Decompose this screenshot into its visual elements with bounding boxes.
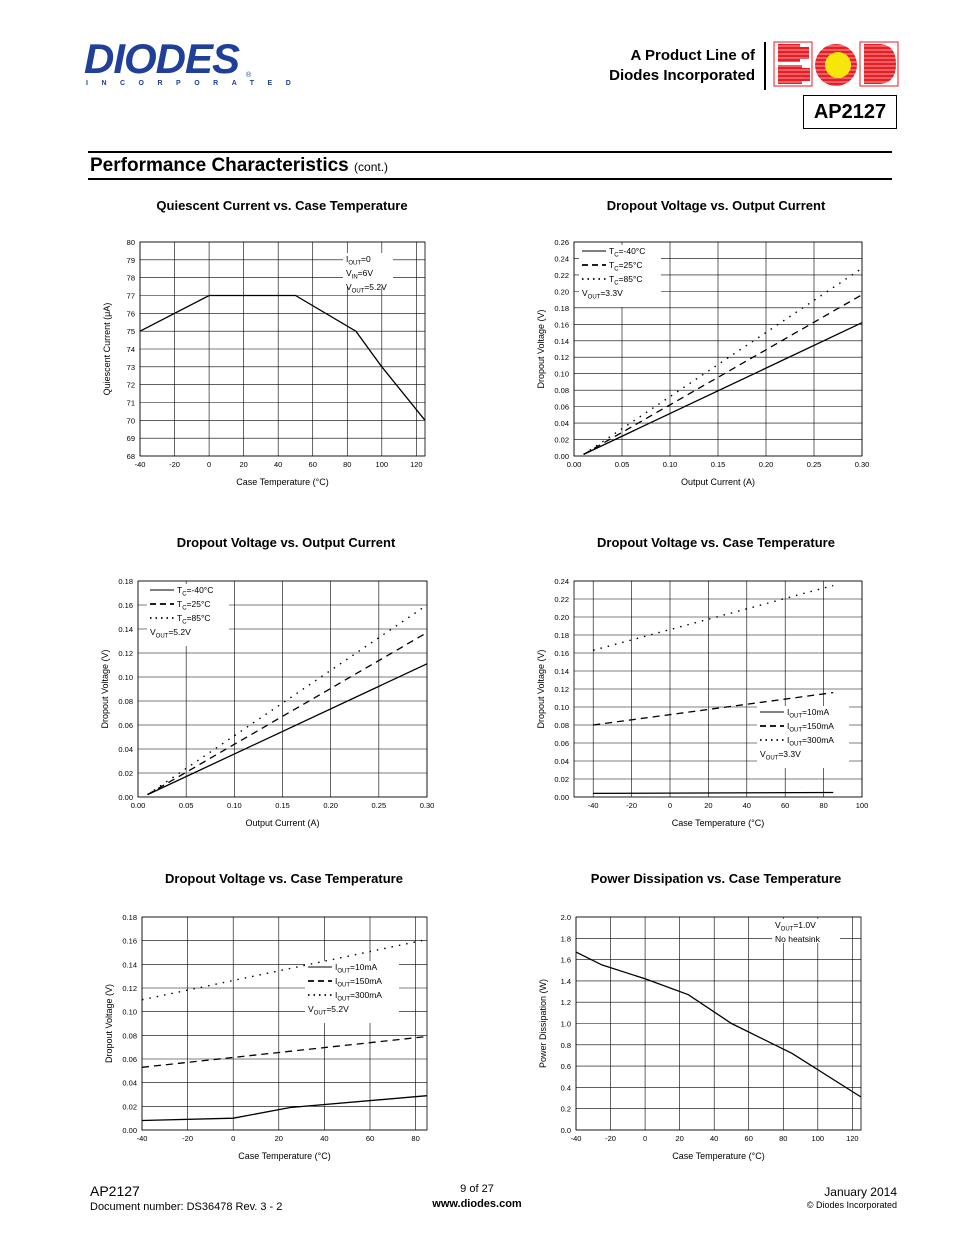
chart-1 [102,238,425,487]
legend-entry [775,934,821,944]
x-tick-label: 0.15 [275,801,290,810]
x-tick-label: 0 [231,1134,236,1143]
legend-label: $V_{OUT}=3.3V$ [760,749,801,762]
x-tick-label: 0.10 [662,460,678,469]
y-tick-label: 0.4 [560,1083,571,1093]
legend-label: $T_C=25^\circ C$ [609,260,643,273]
y-tick-label: 0.18 [554,631,569,640]
x-tick-label: 100 [375,460,389,469]
product-line-1: A Product Line of [630,47,755,64]
diodes-logo: DIODES [84,35,240,82]
x-tick-label: 0.25 [371,801,387,810]
y-tick-label: 1.4 [560,976,571,986]
chart6-title: Power Dissipation vs. Case Temperature [590,871,842,886]
y-tick-label: 0.10 [554,703,569,712]
x-tick-label: 40 [320,1134,329,1143]
x-tick-label: 20 [704,801,713,810]
section-title-suffix: (cont.) [354,160,389,174]
y-tick-label: 0.18 [118,577,133,586]
y-tick-label: 0.02 [122,1102,137,1112]
x-tick-label: -40 [587,801,599,810]
x-tick-label: 60 [365,1134,375,1143]
y-tick-label: 0.10 [118,673,133,682]
series-line-1 [576,952,861,1097]
legend-label: $I_{OUT}=150mA$ [787,721,834,734]
y-tick-label: 0.12 [118,649,133,658]
y-axis-label: Dropout Voltage (V) [536,309,546,389]
legend-label: $I_{OUT}=10mA$ [335,962,378,975]
y-tick-label: 0.14 [554,336,569,346]
part-number-box: AP2127 [803,95,897,129]
y-tick-label: 72 [126,380,135,390]
x-tick-label: 20 [675,1134,684,1143]
legend-label: $I_{OUT}=0$ [346,254,371,267]
y-tick-label: 76 [126,309,135,319]
y-tick-label: 0.04 [554,757,569,766]
series-line-1 [148,664,427,795]
legend-label: $T_C=85^\circ C$ [609,274,643,287]
y-tick-label: 1.6 [560,955,571,965]
y-tick-label: 2.0 [560,913,571,922]
legend-label: $I_{OUT}=300mA$ [787,735,834,748]
diodes-logo-subtitle: INCORPORATED [86,80,305,87]
y-tick-label: 69 [126,434,135,444]
chart3-title: Dropout Voltage vs. Output Current [176,535,396,550]
footer-website[interactable]: www.diodes.com [432,1198,522,1210]
legend-label: $V_{OUT}=3.3V$ [582,288,623,301]
y-tick-label: 0.00 [118,793,133,802]
y-tick-label: 0.06 [554,739,569,748]
x-tick-label: 0.20 [323,801,338,810]
footer-page: 9 of 27 [460,1183,494,1195]
x-tick-label: 0.25 [806,460,822,469]
series-line-1 [584,323,862,455]
chart-2 [536,238,869,487]
y-tick-label: 0.22 [554,595,569,604]
y-tick-label: 0.02 [554,435,569,445]
legend-label: $T_C=-40^\circ C$ [177,585,214,598]
legend-label: $V_{OUT}=5.2V$ [150,627,191,640]
y-tick-label: 0.10 [554,369,569,379]
y-tick-label: 0.08 [554,721,569,730]
y-tick-label: 0.08 [118,697,133,706]
y-tick-label: 75 [126,327,135,337]
y-tick-label: 0.24 [554,254,569,264]
y-tick-label: 0.00 [554,793,569,802]
y-tick-label: 80 [126,238,135,247]
x-tick-label: -40 [134,460,146,469]
y-tick-label: 73 [126,362,135,372]
x-tick-label: -20 [626,801,638,810]
chart-4 [536,577,868,828]
x-tick-label: -40 [570,1134,582,1143]
chart-5 [104,913,427,1161]
y-tick-label: 0.10 [122,1007,137,1017]
x-tick-label: 40 [742,801,751,810]
y-tick-label: 0.04 [118,745,133,754]
y-tick-label: 1.0 [560,1019,571,1029]
x-tick-label: 0 [207,460,212,469]
product-line-2: Diodes Incorporated [609,67,755,84]
x-tick-label: 120 [410,460,423,469]
x-axis-label: Output Current (A) [680,477,756,487]
chart1-title: Quiescent Current vs. Case Temperature [156,198,408,213]
legend-label: No heatsink [775,934,820,944]
footer-doc-number: Document number: DS36478 Rev. 3 - 2 [90,1201,283,1213]
y-tick-label: 0.00 [554,452,569,461]
y-tick-label: 0.20 [554,287,569,297]
legend-label: $V_{OUT}=5.2V$ [308,1004,349,1017]
y-tick-label: 0.16 [554,320,569,330]
chart-6 [538,913,861,1161]
x-tick-label: -40 [136,1134,148,1143]
series-line-2 [148,633,427,795]
y-tick-label: 0.16 [554,649,569,658]
y-tick-label: 0.0 [560,1126,571,1135]
x-axis-label: Output Current (A) [245,818,320,828]
footer-part: AP2127 [90,1183,140,1199]
y-axis-label: Quiescent Current (μA) [102,302,112,396]
x-tick-label: 0.15 [710,460,726,469]
x-tick-label: 0.05 [614,460,630,469]
y-tick-label: 0.6 [560,1062,571,1072]
x-tick-label: 0.30 [419,801,435,810]
y-tick-label: 0.18 [554,303,569,313]
y-tick-label: 74 [126,345,135,354]
legend-label: $I_{OUT}=10mA$ [787,707,830,720]
legend-label: $I_{OUT}=150mA$ [335,976,382,989]
y-axis-label: Dropout Voltage (V) [100,649,110,729]
y-axis-label: Dropout Voltage (V) [104,983,114,1064]
x-tick-label: -20 [605,1134,616,1143]
y-tick-label: 0.12 [554,685,569,694]
section-title-text: Performance Characteristics [90,155,349,176]
y-tick-label: 0.16 [122,936,137,946]
series-line-1 [142,1096,427,1121]
y-tick-label: 78 [126,273,135,283]
legend-label: $V_{OUT}=1.0V$ [775,920,816,933]
x-tick-label: 100 [855,801,869,810]
y-tick-label: 1.8 [560,934,571,944]
legend-label: $V_{OUT}=5.2V$ [346,282,387,295]
x-tick-label: 60 [744,1134,753,1143]
footer-date: January 2014 [824,1185,897,1199]
series-line-2 [142,1037,427,1068]
y-tick-label: 0.24 [554,577,569,586]
x-tick-label: 0.00 [130,801,146,810]
y-tick-label: 79 [126,255,135,265]
x-tick-label: -20 [182,1134,194,1143]
y-tick-label: 77 [126,291,135,301]
x-tick-label: 120 [846,1134,859,1143]
x-tick-label: 80 [343,460,352,469]
footer-copyright: © Diodes Incorporated [806,1200,897,1210]
x-tick-label: 20 [239,460,248,469]
y-tick-label: 0.12 [122,984,137,993]
x-tick-label: 0.05 [178,801,194,810]
x-tick-label: 80 [779,1134,788,1143]
x-tick-label: -20 [169,460,180,469]
y-tick-label: 71 [126,398,135,408]
y-tick-label: 0.14 [118,625,133,634]
legend-label: $I_{OUT}=300mA$ [335,990,382,1003]
chart4-title: Dropout Voltage vs. Case Temperature [597,535,835,550]
x-tick-label: 80 [819,801,828,810]
series-line-1 [593,793,833,794]
x-tick-label: 20 [274,1134,283,1143]
x-tick-label: 60 [308,460,317,469]
y-tick-label: 1.2 [560,998,571,1008]
y-tick-label: 0.14 [554,667,569,676]
y-tick-label: 0.26 [554,238,569,247]
x-tick-label: 0.30 [854,460,870,469]
x-axis-label: Case Temperature (°C) [672,1151,765,1161]
chart5-title: Dropout Voltage vs. Case Temperature [165,871,403,886]
x-tick-label: 80 [411,1134,420,1143]
y-tick-label: 0.18 [122,913,137,922]
x-tick-label: 60 [781,801,790,810]
y-axis-label: Power Dissipation (W) [538,978,548,1069]
y-tick-label: 0.12 [554,353,569,363]
y-tick-label: 0.02 [118,769,133,778]
y-tick-label: 0.02 [554,775,569,784]
y-axis-label: Dropout Voltage (V) [536,649,546,729]
registered-mark: ® [246,72,252,79]
legend-label: $T_C=25^\circ C$ [177,599,211,612]
x-tick-label: 0 [667,801,673,810]
y-tick-label: 0.04 [122,1078,137,1088]
legend-label: $T_C=85^\circ C$ [177,613,211,626]
x-tick-label: 0.20 [758,460,774,469]
y-tick-label: 0.06 [118,721,133,730]
y-tick-label: 0.14 [122,960,137,970]
y-tick-label: 0.20 [554,613,569,622]
x-tick-label: 100 [811,1134,825,1143]
x-tick-label: 40 [274,460,283,469]
series-line-3 [593,586,833,651]
y-tick-label: 0.00 [122,1126,137,1135]
series-line-1 [140,296,425,421]
y-tick-label: 70 [126,416,135,426]
y-tick-label: 0.06 [122,1055,137,1064]
y-tick-label: 68 [126,452,135,461]
y-tick-label: 0.2 [560,1104,571,1114]
y-tick-label: 0.22 [554,270,569,280]
series-line-2 [584,295,862,455]
y-tick-label: 0.04 [554,419,569,429]
y-tick-label: 0.16 [118,601,133,610]
legend-label: $T_C=-40^\circ C$ [609,246,646,259]
y-tick-label: 0.08 [554,386,569,396]
x-axis-label: Case Temperature (°C) [238,1151,331,1161]
y-tick-label: 0.06 [554,402,569,412]
legend-label: $V_{IN}=6V$ [346,268,374,281]
chart2-title: Dropout Voltage vs. Output Current [606,198,826,213]
x-axis-label: Case Temperature (°C) [671,818,765,828]
x-axis-label: Case Temperature (°C) [236,477,329,487]
x-tick-label: 0.10 [227,801,242,810]
x-tick-label: 0.00 [566,460,582,469]
y-tick-label: 0.08 [122,1031,137,1041]
x-tick-label: 0 [643,1134,648,1143]
chart-3 [100,577,434,828]
y-tick-label: 0.8 [560,1040,571,1050]
x-tick-label: 40 [710,1134,719,1143]
